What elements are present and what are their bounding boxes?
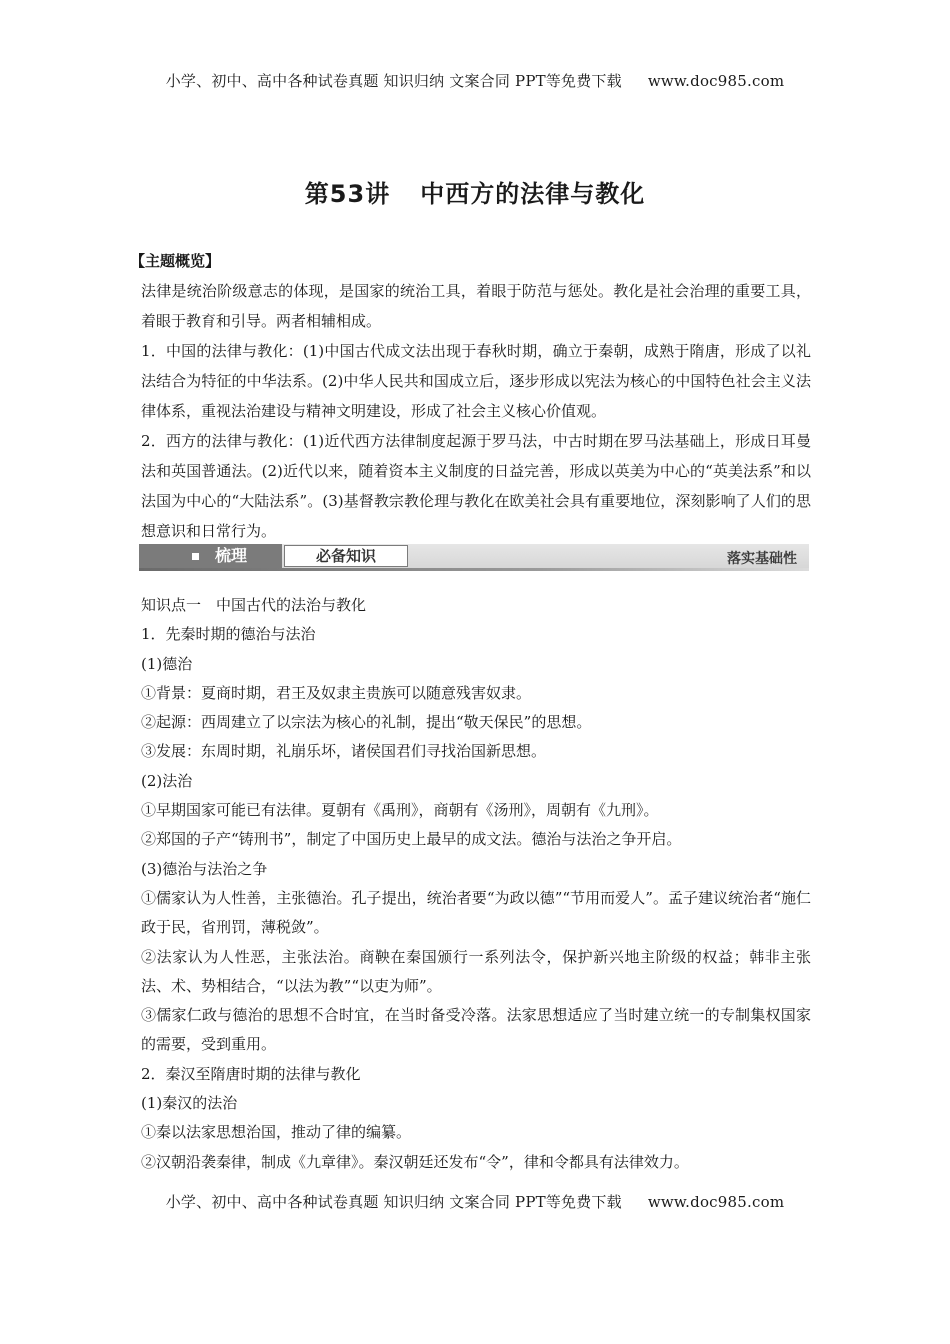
banner-section-label: 梳理	[215, 546, 248, 565]
overview-paragraph: 1．中国的法律与教化：(1)中国古代成文法出现于春秋时期，确立于秦朝，成熟于隋唐，形成了以礼法结合为特征的中华法系。(2)中华人民共和国成立后，逐步形成以宪法为核心的中国特色社会主义法律体系，重视法治建设与精神文明建设，形成了社会主义核心价值观。	[141, 342, 811, 420]
footer-text: 小学、初中、高中各种试卷真题 知识归纳 文案合同 PPT等免费下载	[165, 1193, 622, 1211]
overview-paragraph: 2．西方的法律与教化：(1)近代西方法律制度起源于罗马法，中古时期在罗马法基础上，形成日耳曼法和英国普通法。(2)近代以来，随着资本主义制度的日益完善，形成以英美为中心的“英美法系”和以法国为中心的“大陆法系”。(3)基督教宗教伦理与教化在欧美社会具有重要地位，深刻影响了人们的思想意识和日常行为。	[141, 432, 811, 540]
knowledge-content	[141, 591, 811, 1177]
section-banner	[139, 544, 809, 571]
overview-body	[141, 276, 811, 546]
content-line: ②法家认为人性恶，主张法治。商鞅在秦国颁行一系列法令，保护新兴地主阶级的权益；韩非主张法、术、势相结合，“以法为教”“以吏为师”。	[141, 947, 811, 995]
page-footer	[0, 1191, 950, 1212]
content-line: ③发展：东周时期，礼崩乐坏，诸侯国君们寻找治国新思想。	[141, 742, 547, 761]
content-line: (2)法治	[141, 771, 193, 790]
page-header	[0, 70, 950, 91]
square-bullet-icon	[192, 553, 199, 560]
content-line: ①儒家认为人性善，主张德治。孔子提出，统治者要“为政以德”“节用而爱人”。孟子建议统治者“施仁政于民，省刑罚，薄税敛”。	[141, 888, 811, 937]
content-line: ②汉朝沿袭秦律，制成《九章律》。秦汉朝廷还发布“令”，律和令都具有法律效力。	[141, 1152, 689, 1171]
lecture-number: 第53讲	[304, 180, 391, 208]
banner-section-tab	[139, 544, 282, 568]
banner-underline	[139, 568, 809, 571]
content-line: 1．先秦时期的德治与法治	[141, 625, 316, 644]
content-line: ②郑国的子产“铸刑书”，制定了中国历史上最早的成文法。德治与法治之争开启。	[141, 830, 682, 849]
lecture-topic: 中西方的法律与教化	[420, 180, 646, 208]
header-url: www.doc985.com	[647, 72, 785, 90]
banner-right-label: 落实基础性	[727, 551, 797, 567]
page-title	[0, 174, 950, 209]
header-text: 小学、初中、高中各种试卷真题 知识归纳 文案合同 PPT等免费下载	[165, 72, 622, 90]
content-line: ②起源：西周建立了以宗法为核心的礼制，提出“敬天保民”的思想。	[141, 713, 592, 732]
overview-paragraph: 法律是统治阶级意志的体现，是国家的统治工具，着眼于防范与惩处。教化是社会治理的重要工具，着眼于教育和引导。两者相辅相成。	[141, 282, 811, 330]
overview-heading: 【主题概览】	[130, 252, 221, 270]
content-line: ③儒家仁政与德治的思想不合时宜，在当时备受冷落。法家思想适应了当时建立统一的专制集权国家的需要，受到重用。	[141, 1006, 811, 1054]
banner-subtitle: 必备知识	[284, 545, 408, 567]
content-line: ①秦以法家思想治国，推动了律的编纂。	[141, 1123, 412, 1142]
content-line: ①背景：夏商时期，君王及奴隶主贵族可以随意残害奴隶。	[141, 683, 532, 702]
footer-url: www.doc985.com	[647, 1193, 785, 1211]
content-line: (1)德治	[141, 654, 193, 673]
content-line: ①早期国家可能已有法律。夏朝有《禹刑》，商朝有《汤刑》，周朝有《九刑》。	[141, 801, 659, 820]
knowledge-point-heading: 知识点一 中国古代的法治与教化	[141, 596, 367, 614]
content-line: 2．秦汉至隋唐时期的法律与教化	[141, 1064, 361, 1083]
content-line: (3)德治与法治之争	[141, 859, 268, 878]
content-line: (1)秦汉的法治	[141, 1094, 238, 1113]
